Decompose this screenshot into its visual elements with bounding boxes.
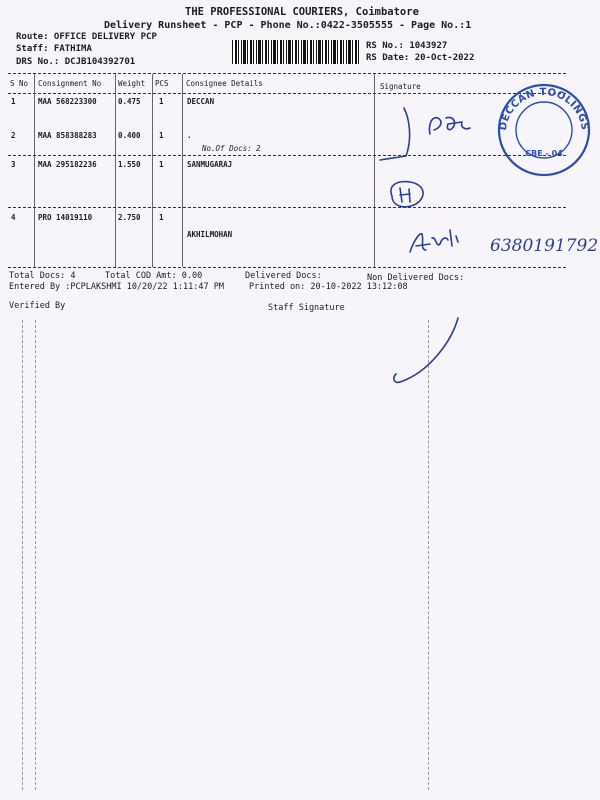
row-consignee: . — [187, 131, 192, 140]
row-consignee: SANMUGARAJ — [187, 160, 233, 169]
row-sno: 3 — [11, 160, 16, 169]
signature-akhil — [410, 230, 458, 252]
verified-by: Verified By — [9, 301, 66, 311]
row-weight: 0.475 — [118, 97, 141, 106]
row-sno: 1 — [11, 97, 16, 106]
row-pcs: 1 — [159, 213, 164, 222]
staff-signature-label: Staff Signature — [268, 303, 345, 313]
row-pcs: 1 — [159, 131, 164, 140]
total-cod: Total COD Amt: 0.00 — [105, 271, 203, 281]
company-seal — [498, 85, 590, 175]
drs-number: DRS No.: DCJB104392701 — [16, 57, 136, 67]
row-weight: 2.750 — [118, 213, 141, 222]
col-consignment: Consignment No — [38, 79, 102, 88]
col-pcs: PCS — [155, 79, 169, 88]
row-weight: 1.550 — [118, 160, 141, 169]
row-consignment: PRO 14019110 — [38, 213, 93, 222]
runsheet-title: Delivery Runsheet - PCP - Phone No.:0422-3505555 - Page No.:1 — [104, 20, 472, 31]
row-pcs: 1 — [159, 97, 164, 106]
handwritten-phone: 6380191792 — [490, 236, 599, 256]
rs-number: RS No.: 1043927 — [366, 41, 448, 51]
entered-by: Entered By :PCPLAKSHMI 10/20/22 1:11:47 PM — [9, 282, 224, 292]
row-consignment: MAA 295182236 — [38, 160, 97, 169]
signature-bracket — [380, 108, 410, 160]
row-consignment: MAA 568223300 — [38, 97, 97, 106]
row-sno: 4 — [11, 213, 16, 222]
staff-label: Staff: FATHIMA — [16, 44, 92, 54]
rs-date: RS Date: 20-Oct-2022 — [366, 53, 475, 63]
signature-hr — [391, 182, 423, 207]
company-name: THE PROFESSIONAL COURIERS, Coimbatore — [185, 6, 419, 18]
seal-bottom-text: CBE - 04 — [525, 149, 563, 158]
col-sno: S No — [10, 79, 29, 88]
row-consignment: MAA 858388283 — [38, 131, 97, 140]
row-doc-count: No.Of Docs: 2 — [202, 144, 261, 153]
row-consignee: DECCAN — [187, 97, 215, 106]
seal-top-text: DECCAN TOOLINGS — [497, 86, 591, 132]
staff-signature-stroke — [394, 318, 458, 382]
signature-pf — [429, 117, 470, 134]
row-pcs: 1 — [159, 160, 164, 169]
col-weight: Weight — [118, 79, 146, 88]
row-sno: 2 — [11, 131, 16, 140]
svg-text:DECCAN TOOLINGS — [498, 87, 590, 131]
row-consignee: AKHILMOHAN — [187, 230, 233, 239]
printed-on: Printed on: 20-10-2022 13:12:08 — [249, 282, 408, 292]
route-label: Route: OFFICE DELIVERY PCP — [16, 32, 157, 42]
col-consignee: Consignee Details — [186, 79, 263, 88]
non-delivered-docs: Non Delivered Docs: — [367, 273, 465, 283]
total-docs: Total Docs: 4 — [9, 271, 76, 281]
col-signature: Signature — [380, 82, 421, 91]
row-weight: 0.400 — [118, 131, 141, 140]
delivered-docs: Delivered Docs: — [245, 271, 322, 281]
